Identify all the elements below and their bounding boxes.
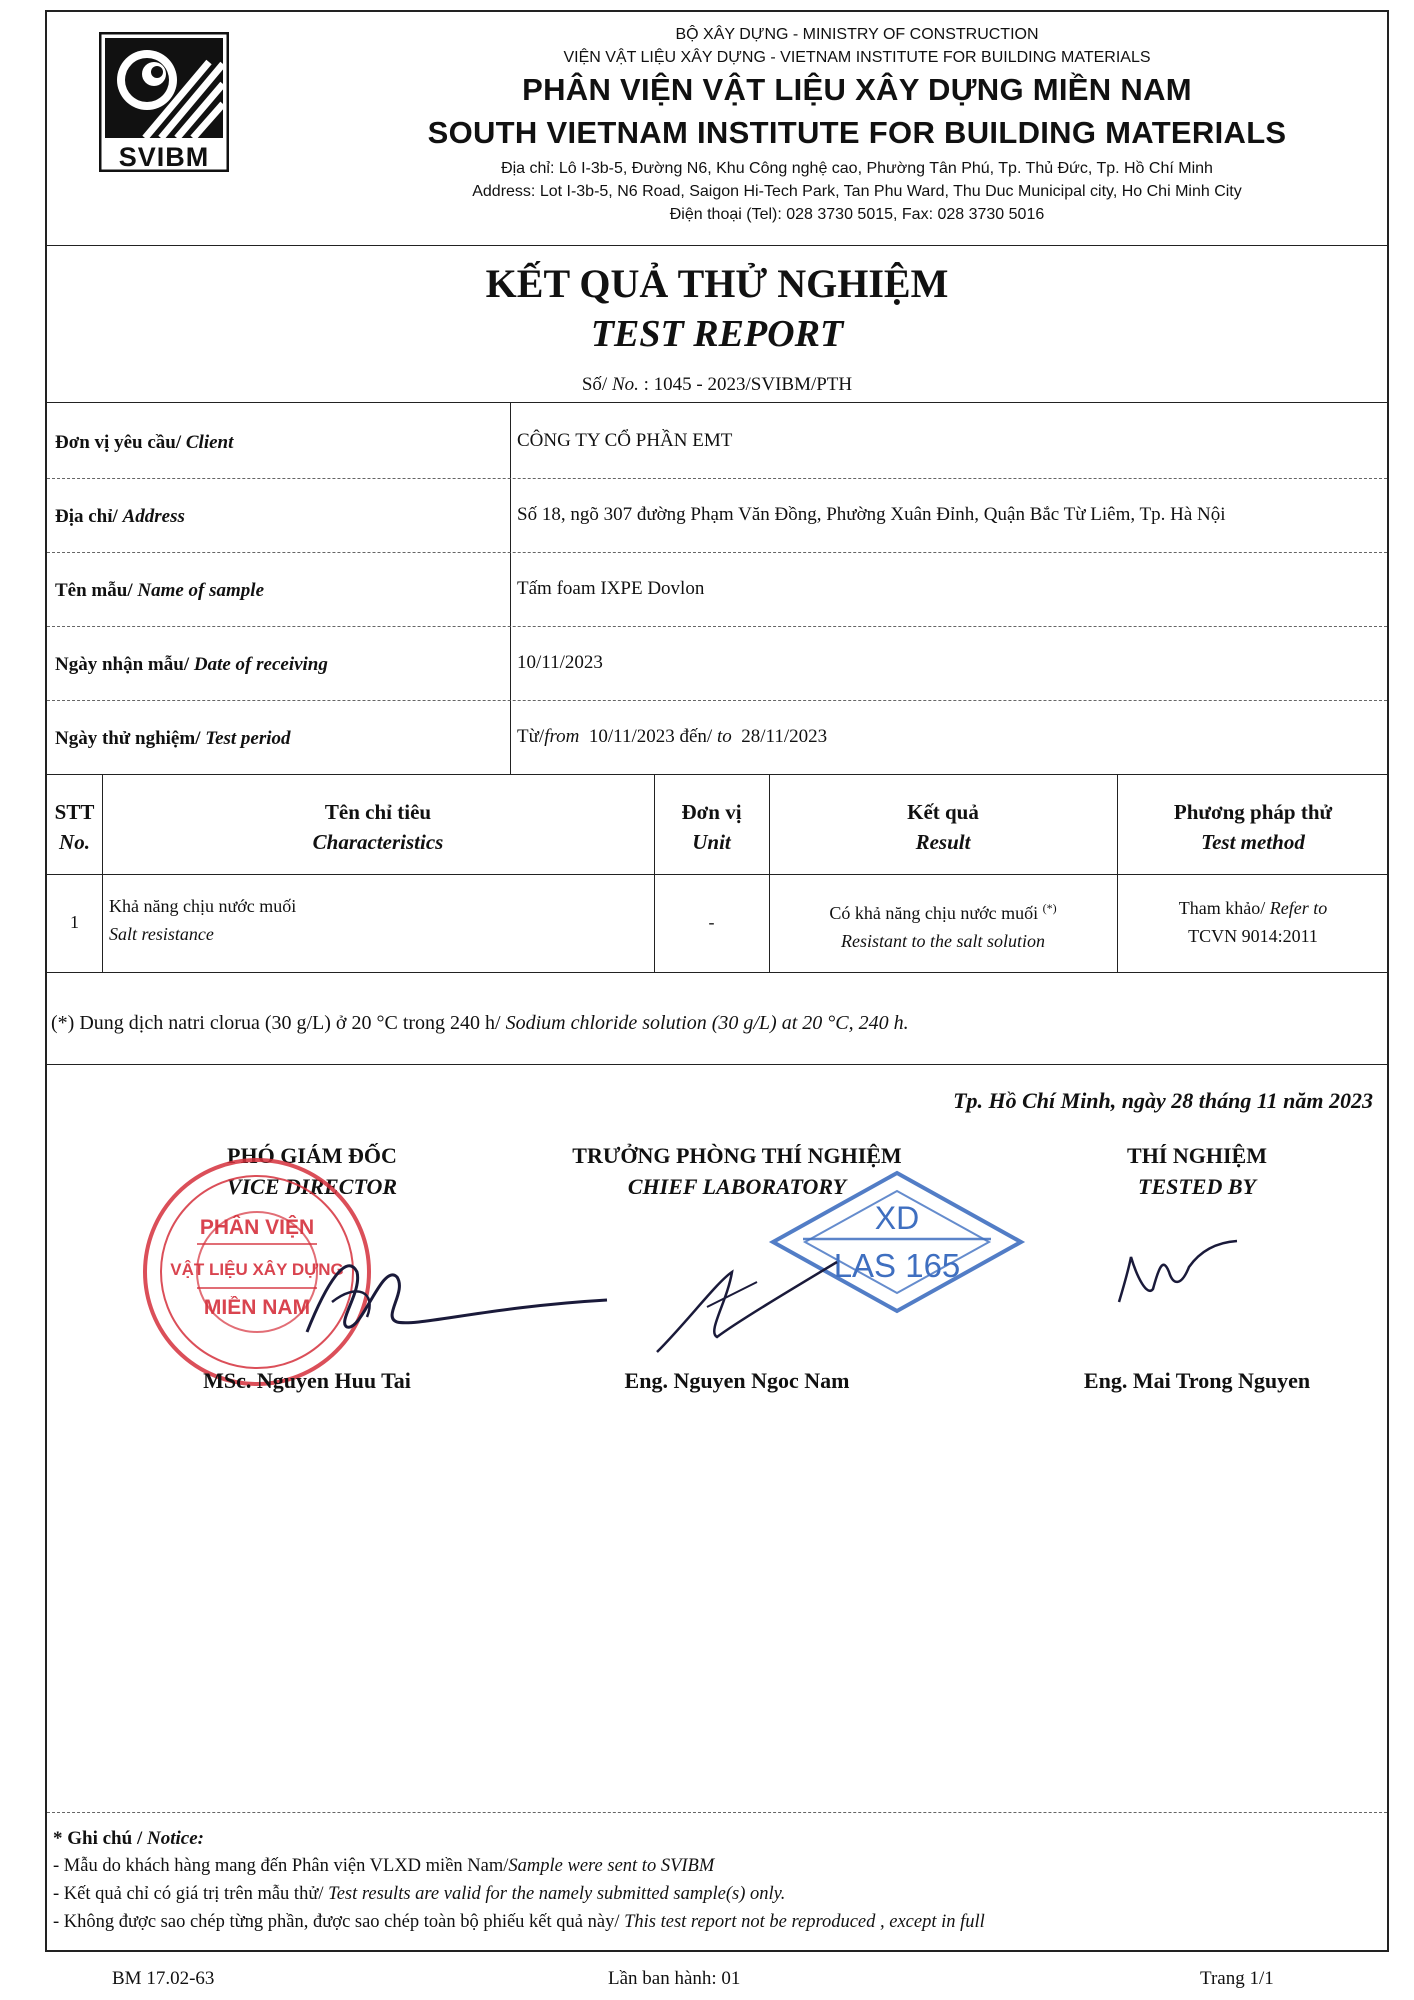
divider <box>47 402 1387 403</box>
info-column-divider <box>510 402 511 774</box>
divider <box>47 245 1387 246</box>
notice-title: * Ghi chú / Notice: <box>53 1828 204 1849</box>
tested-by-title: THÍ NGHIỆM TESTED BY <box>1127 1143 1267 1199</box>
tested-by-signature <box>1107 1227 1247 1317</box>
notice-separator <box>47 1812 1387 1813</box>
address-en: Address: Lot I-3b-5, N6 Road, Saigon Hi-Tech Park, Tan Phu Ward, Thu Duc Municipal city, Ho Chi Minh City <box>472 183 1242 200</box>
vice-director-signature <box>287 1222 617 1352</box>
notice-line: - Kết quả chỉ có giá trị trên mẫu thử/ Test results are valid for the namely submitted sample(s) only. <box>53 1884 786 1904</box>
phone-line: Điện thoại (Tel): 028 3730 5015, Fax: 028 3730 5016 <box>669 206 1045 223</box>
receiving-date-value: 10/11/2023 <box>517 652 603 673</box>
client-value: CÔNG TY CỔ PHẦN EMT <box>517 430 733 451</box>
number-label: No. <box>611 374 639 395</box>
divider <box>47 874 1387 875</box>
address-label: Địa chỉ/ Address <box>55 506 185 527</box>
divider <box>47 972 1387 973</box>
page-number: Trang 1/1 <box>1200 1968 1274 1989</box>
seal-line-1: PHÂN VIỆN <box>199 1216 315 1239</box>
chief-laboratory-name: Eng. Nguyen Ngoc Nam <box>624 1368 850 1393</box>
stamp-line-1: XD <box>874 1200 920 1236</box>
svibm-logo <box>99 32 229 172</box>
branch-name-vi: PHÂN VIỆN VẬT LIỆU XÂY DỰNG MIỀN NAM <box>522 72 1192 107</box>
divider <box>47 774 1387 775</box>
address-value: Số 18, ngõ 307 đường Phạm Văn Đồng, Phường Xuân Đỉnh, Quận Bắc Từ Liêm, Tp. Hà Nội <box>517 504 1226 525</box>
seal-line-3: MIỀN NAM <box>203 1296 311 1319</box>
place-date: Tp. Hồ Chí Minh, ngày 28 tháng 11 năm 2023 <box>953 1088 1373 1113</box>
issue-number: Lần ban hành: 01 <box>608 1968 741 1989</box>
row-separator <box>47 700 1387 701</box>
vice-director-name: MSc. Nguyen Huu Tai <box>203 1368 411 1393</box>
header-characteristics: Tên chỉ tiêu Characteristics <box>312 800 444 854</box>
report-title-vi: KẾT QUẢ THỬ NGHIỆM <box>485 261 949 306</box>
row-unit: - <box>708 912 715 932</box>
row-characteristic: Khả năng chịu nước muối Salt resistance <box>109 896 297 944</box>
institute-line: VIỆN VẬT LIỆU XÂY DỰNG - VIETNAM INSTITUTE FOR BUILDING MATERIALS <box>563 49 1151 66</box>
tested-by-name: Eng. Mai Trong Nguyen <box>1083 1368 1311 1393</box>
test-report-document <box>45 10 1389 1952</box>
header-stt: STT No. <box>54 800 95 854</box>
logo-text: SVIBM <box>118 142 210 172</box>
form-code: BM 17.02-63 <box>112 1968 215 1989</box>
ministry-line: BỘ XÂY DỰNG - MINISTRY OF CONSTRUCTION <box>675 26 1039 43</box>
row-separator <box>47 626 1387 627</box>
header-unit: Đơn vị Unit <box>681 800 742 854</box>
header-test-method: Phương pháp thử Test method <box>1173 800 1333 854</box>
row-result: Có khả năng chịu nước muối (*) Resistant to the salt solution <box>829 901 1057 951</box>
seal-line-2: VẬT LIỆU XÂY DỰNG <box>170 1260 344 1279</box>
footnote: (*) Dung dịch natri clorua (30 g/L) ở 20 °C trong 240 h/ Sodium chloride solution (30 g/L) at 20 °C, 240 h. <box>51 1012 909 1034</box>
sample-name-label: Tên mẫu/ Name of sample <box>55 580 265 601</box>
test-period-value: Từ/from 10/11/2023 đến/ to 28/11/2023 <box>517 726 828 747</box>
row-separator <box>47 552 1387 553</box>
client-label: Đơn vị yêu cầu/ Client <box>55 432 234 453</box>
row-test-method: Tham khảo/ Refer to TCVN 9014:2011 <box>1178 898 1328 946</box>
test-period-label: Ngày thử nghiệm/ Test period <box>55 728 291 749</box>
row-separator <box>47 478 1387 479</box>
branch-name-en: SOUTH VIETNAM INSTITUTE FOR BUILDING MATERIALS <box>427 115 1287 150</box>
report-title-en: TEST REPORT <box>590 313 844 355</box>
sample-name-value: Tấm foam IXPE Dovlon <box>517 578 705 599</box>
chief-laboratory-title: TRƯỞNG PHÒNG THÍ NGHIỆM CHIEF LABORATORY <box>572 1143 902 1199</box>
stamp-line-2: LAS 165 <box>833 1247 961 1284</box>
vice-director-title: PHÓ GIÁM ĐỐC VICE DIRECTOR <box>226 1143 398 1199</box>
divider <box>47 1064 1387 1065</box>
header-result: Kết quả Result <box>907 800 979 854</box>
number-value: : 1045 - 2023/SVIBM/PTH <box>643 374 853 395</box>
report-number <box>47 374 1387 396</box>
notice-line: - Không được sao chép từng phần, được sao chép toàn bộ phiếu kết quả này/ This test report not be reproduced , except in full <box>53 1912 985 1932</box>
row-no: 1 <box>70 912 79 932</box>
notice-line: - Mẫu do khách hàng mang đến Phân viện VLXD miền Nam/Sample were sent to SVIBM <box>53 1856 715 1876</box>
receiving-date-label: Ngày nhận mẫu/ Date of receiving <box>55 654 328 675</box>
chief-laboratory-signature <box>647 1242 847 1362</box>
address-vi: Địa chỉ: Lô I-3b-5, Đường N6, Khu Công nghệ cao, Phường Tân Phú, Tp. Thủ Đức, Tp. Hồ Chí Minh <box>501 160 1213 177</box>
number-prefix: Số/ <box>581 374 608 395</box>
